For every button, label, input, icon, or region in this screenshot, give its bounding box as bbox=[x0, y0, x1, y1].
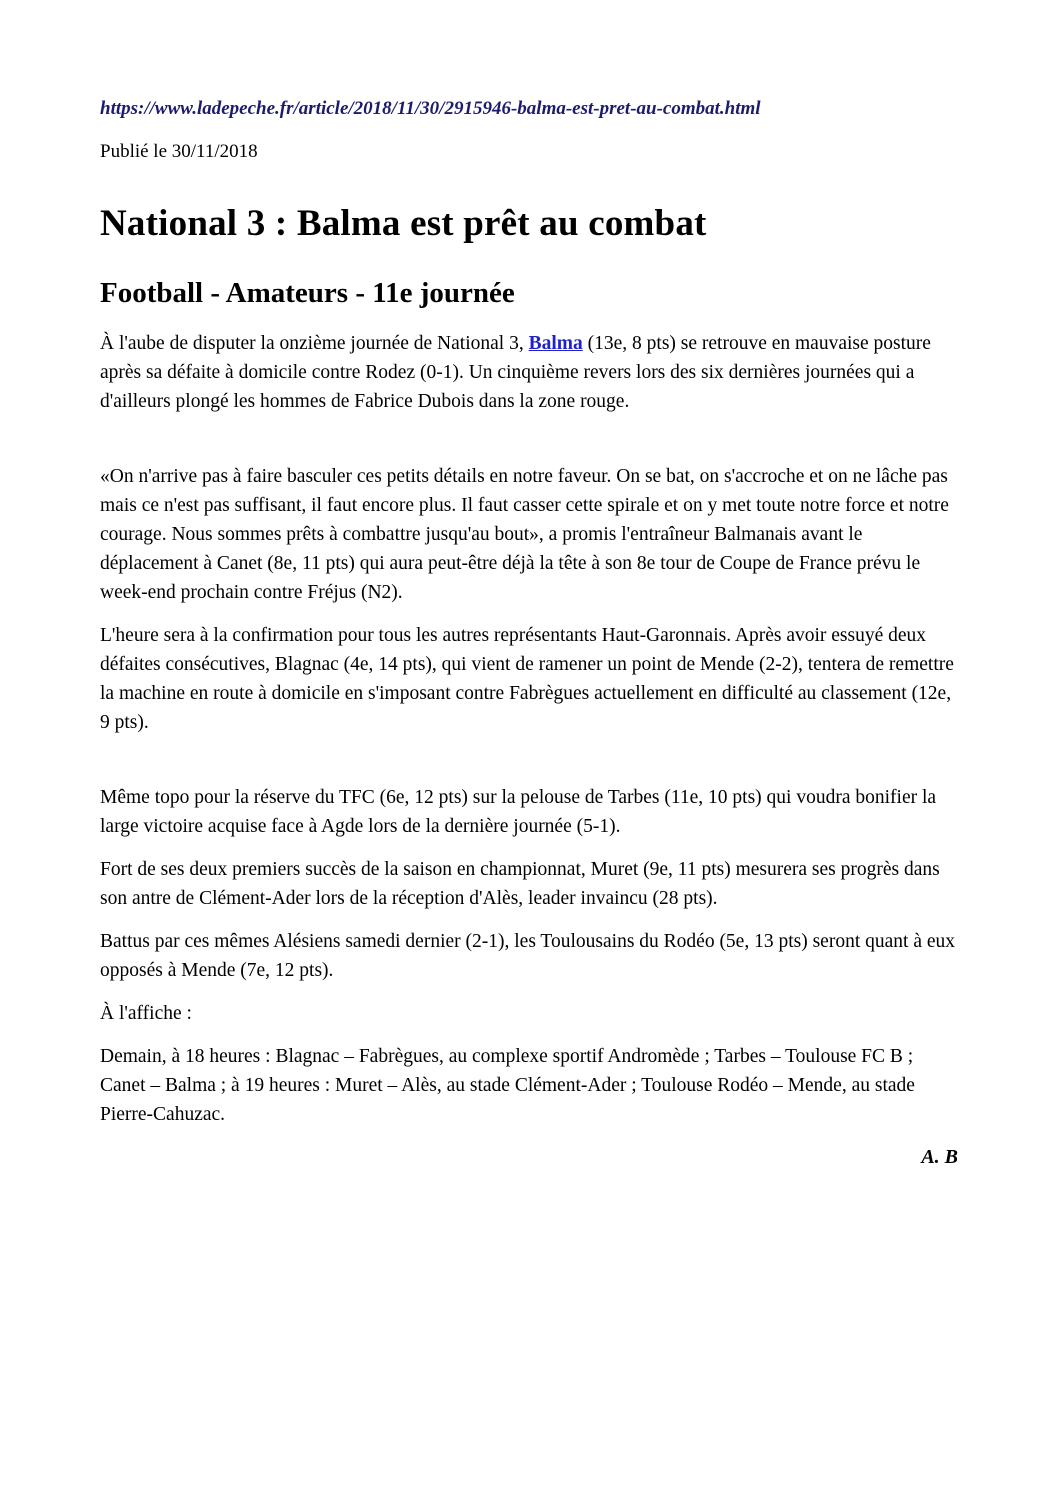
article-title: National 3 : Balma est prêt au combat bbox=[100, 203, 707, 244]
author-signature: A. B bbox=[921, 1146, 958, 1168]
paragraph-quote: «On n'arrive pas à faire basculer ces petits détails en notre faveur. On se bat, on s'accroche et on ne lâche pas mais ce n'est pas suffisant, il faut encore plus. Il faut casser cette spirale et on y met toute notre force et notre courage. Nous sommes prêts à combattre jusqu'au bout», a promis l'entraîneur Balmanais avant le déplacement à Canet (8e, 11 pts) qui aura peut-être déjà la tête à son 8e tour de Coupe de France prévu le week-end prochain contre Fréjus (N2). bbox=[100, 466, 949, 603]
intro-text-after: (13e, 8 pts) se retrouve en mauvaise posture après sa défaite à domicile contre Rodez (0-1). Un cinquième revers lors des six dernières journées qui a d'ailleurs plongé les hommes de Fabrice Dubois dans la zone rouge. bbox=[100, 333, 931, 412]
article-subtitle: Football - Amateurs - 11e journée bbox=[100, 277, 515, 309]
paragraph-affiche-label: À l'affiche : bbox=[100, 1003, 192, 1024]
paragraph-tfc: Même topo pour la réserve du TFC (6e, 12 pts) sur la pelouse de Tarbes (11e, 10 pts) qui voudra bonifier la large victoire acquise face à Agde lors de la dernière journée (5-1). bbox=[100, 787, 937, 837]
paragraph-intro bbox=[100, 329, 958, 416]
balma-link[interactable]: Balma bbox=[528, 333, 583, 354]
paragraph-rodeo: Battus par ces mêmes Alésiens samedi dernier (2-1), les Toulousains du Rodéo (5e, 13 pts) seront quant à eux opposés à Mende (7e, 12 pts). bbox=[100, 931, 956, 981]
paragraph-confirmation: L'heure sera à la confirmation pour tous les autres représentants Haut-Garonnais. Après avoir essuyé deux défaites consécutives, Blagnac (4e, 14 pts), qui vient de ramener un point de Mende (2-2), tentera de remettre la machine en route à domicile en s'imposant contre Fabrègues actuellement en difficulté au classement (12e, 9 pts). bbox=[100, 625, 954, 733]
intro-text-before: À l'aube de disputer la onzième journée de National 3, bbox=[100, 333, 529, 354]
publish-date: Publié le 30/11/2018 bbox=[100, 141, 258, 162]
paragraph-muret: Fort de ses deux premiers succès de la saison en championnat, Muret (9e, 11 pts) mesurera ses progrès dans son antre de Clément-Ader lors de la réception d'Alès, leader invaincu (28 pts). bbox=[100, 859, 940, 909]
paragraph-schedule: Demain, à 18 heures : Blagnac – Fabrègues, au complexe sportif Andromède ; Tarbes – Toulouse FC B ; Canet – Balma ; à 19 heures : Muret – Alès, au stade Clément-Ader ; Toulouse Rodéo – Mende, au stade Pierre-Cahuzac. bbox=[100, 1046, 915, 1125]
source-url-link[interactable]: https://www.ladepeche.fr/article/2018/11/30/2915946-balma-est-pret-au-combat.html bbox=[100, 98, 761, 119]
